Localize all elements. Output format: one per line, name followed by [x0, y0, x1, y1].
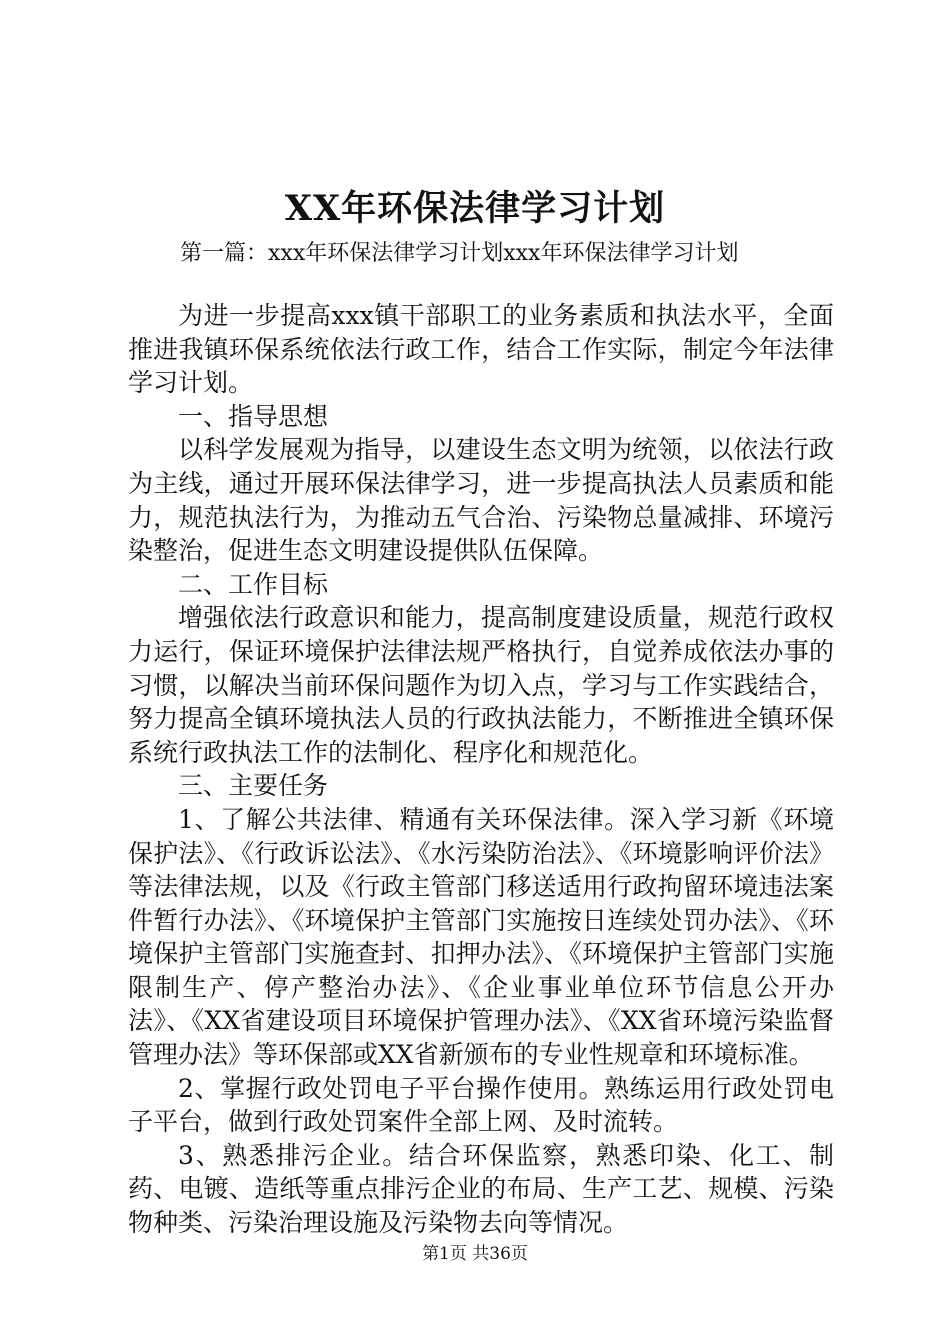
document-subtitle: 第一篇：xxx年环保法律学习计划xxx年环保法律学习计划	[180, 241, 739, 266]
page-footer: 第1页 共36页	[422, 1244, 528, 1264]
intro-paragraph: 为进一步提高xxx镇干部职工的业务素质和执法水平，全面推进我镇环保系统依法行政工作，结合工作实际，制定今年法律学习计划。	[128, 301, 834, 398]
work-goals-paragraph: 增强依法行政意识和能力，提高制度建设质量，规范行政权力运行，保证环境保护法律法规严格执行，自觉养成依法办事的习惯，以解决当前环保问题作为切入点，学习与工作实践结合，努力提高全镇环境执法人员的行政执法能力，不断推进全镇环保系统行政执法工作的法制化、程序化和规范化。	[128, 603, 834, 767]
task-item-1: 1、了解公共法律、精通有关环保法律。深入学习新《环境保护法》、《行政诉讼法》、《水污染防治法》、《环境影响评价法》等法律法规，以及《行政主管部门移送适用行政拘留环境违法案件暂行办法》、《环境保护主管部门实施按日连续处罚办法》、《环境保护主管部门实施查封、扣押办法》、《环境保护主管部门实施限制生产、停产整治办法》、《企业事业单位环节信息公开办法》、《XX省建设项目环境保护管理办法》、《XX省环境污染监督管理办法》等环保部或XX省新颁布的专业性规章和环境标准。	[128, 804, 834, 1070]
task-item-3: 3、熟悉排污企业。结合环保监察，熟悉印染、化工、制药、电镀、造纸等重点排污企业的布局、生产工艺、规模、污染物种类、污染治理设施及污染物去向等情况。	[128, 1140, 834, 1238]
section-heading-work-goals: 二、工作目标	[178, 569, 329, 599]
document-title: XX年环保法律学习计划	[284, 188, 666, 229]
guiding-thought-paragraph: 以科学发展观为指导，以建设生态文明为统领，以依法行政为主线，通过开展环保法律学习，进一步提高执法人员素质和能力，规范执法行为，为推动五气合治、污染物总量减排、环境污染整治，促进生态文明建设提供队伍保障。	[128, 435, 834, 566]
section-heading-guiding-thought: 一、指导思想	[178, 401, 329, 431]
section-heading-main-tasks: 三、主要任务	[178, 771, 329, 801]
task-item-2: 2、掌握行政处罚电子平台操作使用。熟练运用行政处罚电子平台，做到行政处罚案件全部上网、及时流转。	[128, 1073, 834, 1137]
document-body	[128, 299, 834, 1240]
